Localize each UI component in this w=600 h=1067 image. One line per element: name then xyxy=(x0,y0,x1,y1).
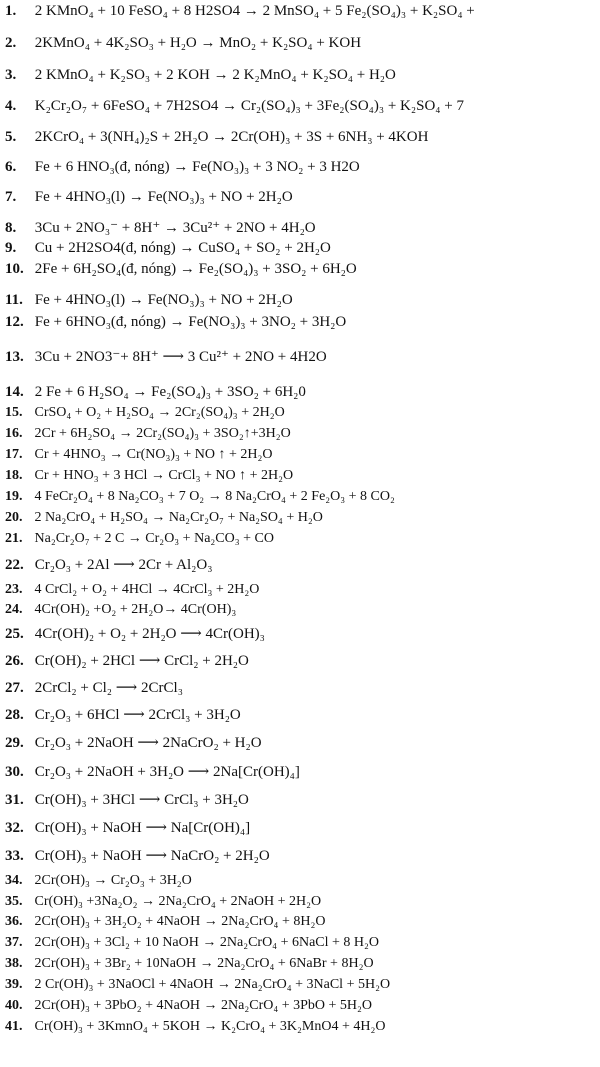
equation-text: K₂Cr₂O₇ + 6FeSO₄ + 7H2SO4 → Cr₂(SO₄)₃ + 3Fe₂(SO₄)₃ + K₂SO₄ + 7 xyxy=(34,98,464,114)
equation-row xyxy=(5,706,241,724)
equation-text: Cr(OH)₂ + 2HCl ⟶ CrCl₂ + 2H₂O xyxy=(34,653,249,669)
equation-row xyxy=(5,66,396,84)
equation-text: 3Cu + 2NO₃⁻ + 8H⁺ → 3Cu²⁺ + 2NO + 4H₂O xyxy=(34,220,316,236)
equation-text: CrSO₄ + O₂ + H₂SO₄ → 2Cr₂(SO₄)₃ + 2H₂O xyxy=(34,405,285,420)
equation-number: 34. xyxy=(5,873,23,888)
equation-text: Cr₂O₃ + 2NaOH + 3H₂O ⟶ 2Na[Cr(OH)₄] xyxy=(34,764,300,780)
equation-row xyxy=(5,913,325,931)
equation-row xyxy=(5,997,372,1015)
equation-text: Cr + 4HNO₃ → Cr(NO₃)₃ + NO ↑ + 2H₂O xyxy=(34,447,273,462)
equation-row xyxy=(5,556,212,574)
equation-text: 2Fe + 6H₂SO₄(đ, nóng) → Fe₂(SO₄)₃ + 3SO₂ + 6H₂O xyxy=(34,261,357,277)
equation-text: 2Cr(OH)₃ + 3Cl₂ + 10 NaOH → 2Na₂CrO₄ + 6NaCl + 8 H₂O xyxy=(34,935,380,950)
equation-text: Cr₂O₃ + 2NaOH ⟶ 2NaCrO₂ + H₂O xyxy=(34,735,262,751)
equation-number: 22. xyxy=(5,557,24,573)
equation-row xyxy=(5,791,249,809)
equation-number: 8. xyxy=(5,220,17,236)
equation-number: 27. xyxy=(5,680,24,696)
equation-row xyxy=(5,509,323,527)
equation-row xyxy=(5,488,395,506)
equation-number: 12. xyxy=(5,314,24,330)
equation-text: 4Cr(OH)₂ + O₂ + 2H₂O ⟶ 4Cr(OH)₃ xyxy=(34,626,265,642)
equation-row xyxy=(5,763,300,781)
equation-row xyxy=(5,348,327,366)
equation-number: 21. xyxy=(5,531,23,546)
equation-row xyxy=(5,601,236,619)
equation-number: 26. xyxy=(5,653,24,669)
equation-row xyxy=(5,530,274,548)
equation-text: Na₂Cr₂O₇ + 2 C → Cr₂O₃ + Na₂CO₃ + CO xyxy=(34,531,274,546)
equation-number: 36. xyxy=(5,914,23,929)
equation-number: 24. xyxy=(5,602,23,617)
equation-number: 33. xyxy=(5,848,24,864)
equation-number: 9. xyxy=(5,240,17,256)
equation-row xyxy=(5,158,360,176)
equation-number: 31. xyxy=(5,792,24,808)
equation-number: 4. xyxy=(5,98,17,114)
equation-text: 2Cr(OH)₃ → Cr₂O₃ + 3H₂O xyxy=(34,873,192,888)
equation-text: 2CrCl₂ + Cl₂ ⟶ 2CrCl₃ xyxy=(34,680,183,696)
equation-text: 2Cr + 6H₂SO₄ → 2Cr₂(SO₄)₃ + 3SO₂↑+3H₂O xyxy=(34,426,291,441)
equation-text: 2KCrO₄ + 3(NH₄)₂S + 2H₂O → 2Cr(OH)₃ + 3S + 6NH₃ + 4KOH xyxy=(34,129,429,145)
equation-row xyxy=(5,955,374,973)
equation-number: 30. xyxy=(5,764,24,780)
equation-text: 2 Fe + 6 H₂SO₄ → Fe₂(SO₄)₃ + 3SO₂ + 6H₂0 xyxy=(34,384,306,400)
equation-text: Cr(OH)₃ + NaOH ⟶ Na[Cr(OH)₄] xyxy=(34,820,251,836)
equation-number: 15. xyxy=(5,405,23,420)
equation-row xyxy=(5,404,285,422)
equation-number: 5. xyxy=(5,129,17,145)
equation-number: 39. xyxy=(5,977,23,992)
equation-text: 3Cu + 2NO3⁻+ 8H⁺ ⟶ 3 Cu²⁺ + 2NO + 4H2O xyxy=(34,349,327,365)
equation-text: 4 CrCl₂ + O₂ + 4HCl → 4CrCl₃ + 2H₂O xyxy=(34,582,260,597)
equation-row xyxy=(5,313,346,331)
equation-row xyxy=(5,128,428,146)
equation-number: 16. xyxy=(5,426,23,441)
equation-text: Fe + 4HNO₃(l) → Fe(NO₃)₃ + NO + 2H₂O xyxy=(34,292,293,308)
equation-text: Fe + 4HNO₃(l) → Fe(NO₃)₃ + NO + 2H₂O xyxy=(34,189,293,205)
equation-row xyxy=(5,734,262,752)
equation-number: 3. xyxy=(5,67,17,83)
equation-number: 20. xyxy=(5,510,23,525)
equation-number: 37. xyxy=(5,935,23,950)
equation-text: Fe + 6HNO₃(đ, nóng) → Fe(NO₃)₃ + 3NO₂ + 3H₂O xyxy=(34,314,347,330)
equation-number: 28. xyxy=(5,707,24,723)
equation-text: 2Cr(OH)₃ + 3PbO₂ + 4NaOH → 2Na₂CrO₄ + 3PbO + 5H₂O xyxy=(34,998,373,1013)
equation-text: 2KMnO₄ + 4K₂SO₃ + H₂O → MnO₂ + K₂SO₄ + KOH xyxy=(34,35,362,51)
equation-row xyxy=(5,383,306,401)
equation-row xyxy=(5,625,265,643)
equation-number: 23. xyxy=(5,582,23,597)
equation-row xyxy=(5,260,357,278)
equation-number: 32. xyxy=(5,820,24,836)
equation-number: 40. xyxy=(5,998,23,1013)
equation-row xyxy=(5,239,331,257)
equation-text: Cr₂O₃ + 6HCl ⟶ 2CrCl₃ + 3H₂O xyxy=(34,707,241,723)
equation-row xyxy=(5,425,291,443)
equation-number: 7. xyxy=(5,189,17,205)
equation-row xyxy=(5,819,250,837)
equation-number: 17. xyxy=(5,447,23,462)
equation-number: 41. xyxy=(5,1019,23,1034)
equation-text: Cu + 2H2SO4(đ, nóng) → CuSO₄ + SO₂ + 2H₂O xyxy=(34,240,331,256)
equation-row xyxy=(5,1018,385,1036)
equation-row xyxy=(5,467,293,485)
equation-text: Cr(OH)₃ + NaOH ⟶ NaCrO₂ + 2H₂O xyxy=(34,848,270,864)
equation-number: 11. xyxy=(5,292,23,308)
equation-text: 4Cr(OH)₂ +O₂ + 2H₂O→ 4Cr(OH)₃ xyxy=(34,602,237,617)
equation-number: 29. xyxy=(5,735,24,751)
equation-number: 35. xyxy=(5,894,23,909)
equation-number: 18. xyxy=(5,468,23,483)
equation-row xyxy=(5,976,390,994)
equation-number: 13. xyxy=(5,349,24,365)
equation-number: 38. xyxy=(5,956,23,971)
equation-row xyxy=(5,188,293,206)
equation-row xyxy=(5,291,293,309)
equation-text: 2Cr(OH)₃ + 3Br₂ + 10NaOH → 2Na₂CrO₄ + 6NaBr + 8H₂O xyxy=(34,956,374,971)
equation-number: 14. xyxy=(5,384,24,400)
equation-text: Cr(OH)₃ + 3HCl ⟶ CrCl₃ + 3H₂O xyxy=(34,792,249,808)
equation-text: Fe + 6 HNO₃(đ, nóng) → Fe(NO₃)₃ + 3 NO₂ + 3 H2O xyxy=(34,159,360,175)
equation-number: 2. xyxy=(5,35,17,51)
equation-text: Cr + HNO₃ + 3 HCl → CrCl₃ + NO ↑ + 2H₂O xyxy=(34,468,294,483)
equation-row xyxy=(5,652,249,670)
equation-row xyxy=(5,97,464,115)
equation-row xyxy=(5,847,270,865)
equation-row xyxy=(5,679,183,697)
equation-text: 2 Na₂CrO₄ + H₂SO₄ → Na₂Cr₂O₇ + Na₂SO₄ + H₂O xyxy=(34,510,323,525)
equation-text: Cr(OH)₃ + 3KmnO₄ + 5KOH → K₂CrO₄ + 3K₂MnO4 + 4H₂O xyxy=(34,1019,386,1034)
equation-row xyxy=(5,872,192,890)
equation-number: 19. xyxy=(5,489,23,504)
equation-row xyxy=(5,219,316,237)
equation-text: 2 KMnO₄ + 10 FeSO₄ + 8 H2SO4 → 2 MnSO₄ + 5 Fe₂(SO₄)₃ + K₂SO₄ + xyxy=(34,3,475,19)
equation-number: 10. xyxy=(5,261,24,277)
equation-text: 2 KMnO₄ + K₂SO₃ + 2 KOH → 2 K₂MnO₄ + K₂SO₄ + H₂O xyxy=(34,67,396,83)
equation-number: 1. xyxy=(5,3,17,19)
equation-row xyxy=(5,2,475,20)
equation-text: 4 FeCr₂O₄ + 8 Na₂CO₃ + 7 O₂ → 8 Na₂CrO₄ + 2 Fe₂O₃ + 8 CO₂ xyxy=(34,489,395,504)
equation-text: Cr₂O₃ + 2Al ⟶ 2Cr + Al₂O₃ xyxy=(34,557,213,573)
equation-text: Cr(OH)₃ +3Na₂O₂ → 2Na₂CrO₄ + 2NaOH + 2H₂O xyxy=(34,894,322,909)
equation-text: 2 Cr(OH)₃ + 3NaOCl + 4NaOH → 2Na₂CrO₄ + 3NaCl + 5H₂O xyxy=(34,977,391,992)
equation-row xyxy=(5,581,259,599)
equation-row xyxy=(5,934,379,952)
equation-row xyxy=(5,893,321,911)
equation-row xyxy=(5,34,361,52)
equation-number: 6. xyxy=(5,159,17,175)
equation-row xyxy=(5,446,273,464)
equation-text: 2Cr(OH)₃ + 3H₂O₂ + 4NaOH → 2Na₂CrO₄ + 8H₂O xyxy=(34,914,326,929)
equation-number: 25. xyxy=(5,626,24,642)
